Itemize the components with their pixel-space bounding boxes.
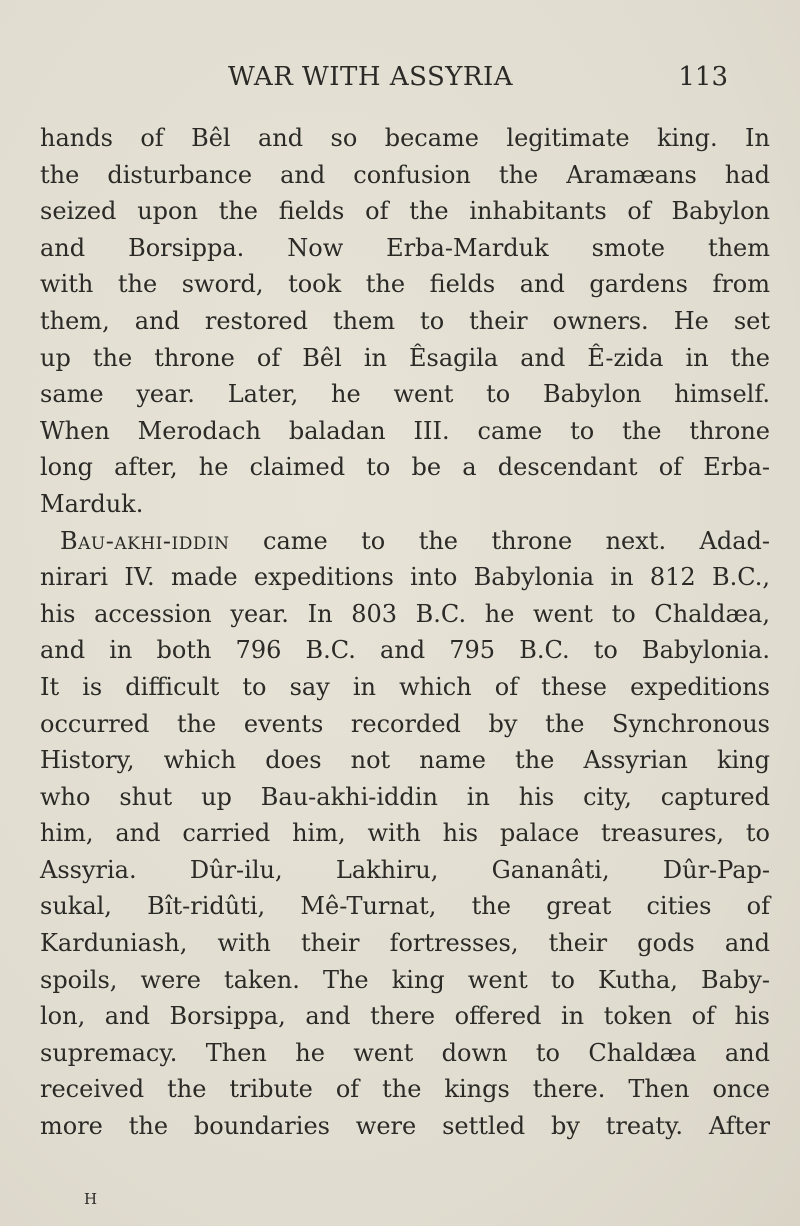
text-line: the disturbance and confusion the Aramæans had — [40, 160, 770, 189]
text-line: more the boundaries were settled by treaty. After — [40, 1112, 770, 1141]
text-line: and Borsippa. Now Erba-Marduk smote them — [40, 233, 770, 262]
text-line: same year. Later, he went to Babylon himself. — [40, 380, 770, 409]
text-line: It is difficult to say in which of these expeditions — [40, 672, 770, 701]
text-line: received the tribute of the kings there. Then once — [40, 1075, 770, 1104]
text-line: him, and carried him, with his palace treasures, to — [40, 819, 770, 848]
text-line: Marduk. — [40, 489, 144, 518]
text-line: them, and restored them to their owners. He set — [40, 306, 770, 335]
text-line: with the sword, took the fields and gardens from — [40, 270, 770, 299]
body-text — [40, 120, 770, 1145]
text-line: Karduniash, with their fortresses, their gods and — [40, 929, 770, 958]
running-title: WAR WITH ASSYRIA — [228, 62, 514, 92]
text-line: lon, and Borsippa, and there offered in token of his — [40, 1002, 770, 1031]
king-name: Bau-akhi-iddin — [60, 526, 230, 555]
text-line: occurred the events recorded by the Synchronous — [40, 709, 770, 738]
text-line: When Merodach baladan III. came to the throne — [40, 416, 770, 445]
text-line: History, which does not name the Assyrian king — [40, 746, 770, 775]
signature-mark: H — [84, 1190, 99, 1208]
text-line: Assyria. Dûr-ilu, Lakhiru, Gananâti, Dûr-Pap- — [40, 855, 770, 884]
page-number: 113 — [678, 62, 728, 92]
text-line: who shut up Bau-akhi-iddin in his city, captured — [40, 782, 770, 811]
text-line: and in both 796 B.C. and 795 B.C. to Babylonia. — [40, 636, 770, 665]
text-line: seized upon the fields of the inhabitants of Babylon — [40, 197, 770, 226]
text-line: hands of Bêl and so became legitimate king. In — [40, 124, 770, 152]
text-line — [40, 523, 770, 560]
text-line: long after, he claimed to be a descendant of Erba- — [40, 453, 770, 482]
paragraph-2 — [40, 523, 770, 1145]
paragraph-1 — [40, 120, 770, 523]
text-line: nirari IV. made expeditions into Babylonia in 812 B.C., — [40, 563, 770, 592]
text-span: came to the throne next. Adad- — [229, 526, 770, 555]
text-line: up the throne of Bêl in Êsagila and Ê-zida in the — [40, 343, 770, 372]
text-line: spoils, were taken. The king went to Kutha, Baby- — [40, 965, 770, 994]
text-line: sukal, Bît-ridûti, Mê-Turnat, the great cities of — [40, 892, 770, 921]
text-line: his accession year. In 803 B.C. he went to Chaldæa, — [40, 599, 770, 628]
page-header — [228, 62, 748, 102]
text-line: supremacy. Then he went down to Chaldæa and — [40, 1038, 770, 1067]
